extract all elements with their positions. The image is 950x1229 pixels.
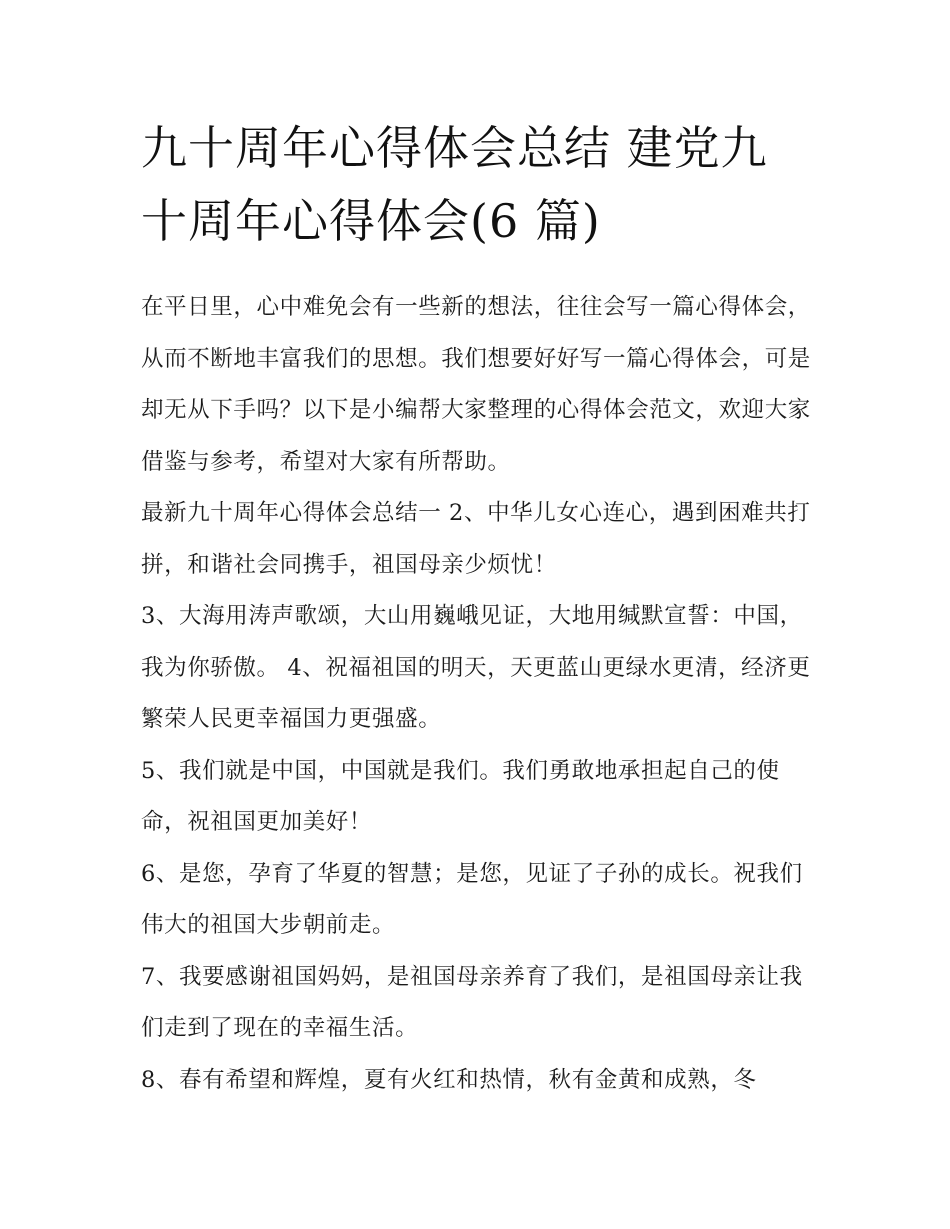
paragraph-item-2: 最新九十周年心得体会总结一 2、中华儿女心连心，遇到困难共打拼，和谐社会同携手，祖国母亲少烦忧！ <box>141 500 811 578</box>
document-content <box>141 112 813 1106</box>
paragraph-item-7: 7、我要感谢祖国妈妈，是祖国母亲养育了我们，是祖国母亲让我们走到了现在的幸福生活。 <box>141 963 803 1041</box>
document-body <box>141 282 813 1106</box>
document-title <box>141 112 813 258</box>
intro-paragraph: 在平日里，心中难免会有一些新的想法，往往会写一篇心得体会，从而不断地丰富我们的思想。我们想要好好写一篇心得体会，可是却无从下手吗？以下是小编帮大家整理的心得体会范文，欢迎大家借鉴与参考，希望对大家有所帮助。 <box>141 294 811 475</box>
paragraph-item-6: 6、是您，孕育了华夏的智慧；是您，见证了子孙的成长。祝我们伟大的祖国大步朝前走。 <box>141 860 803 938</box>
paragraph-item-5: 5、我们就是中国，中国就是我们。我们勇敢地承担起自己的使命，祝祖国更加美好！ <box>141 757 780 835</box>
title-line-1: 九十周年心得体会总结 建党九 <box>141 121 768 175</box>
title-line-2: 十周年心得体会(6 篇) <box>141 194 601 248</box>
paragraph-item-3-4: 3、大海用涛声歌颂，大山用巍峨见证，大地用缄默宣誓：中国，我为你骄傲。 4、祝福祖国的明天，天更蓝山更绿水更清，经济更繁荣人民更幸福国力更强盛。 <box>141 603 811 732</box>
paragraph-item-8: 8、春有希望和辉煌，夏有火红和热情，秋有金黄和成熟，冬 <box>141 1066 757 1093</box>
